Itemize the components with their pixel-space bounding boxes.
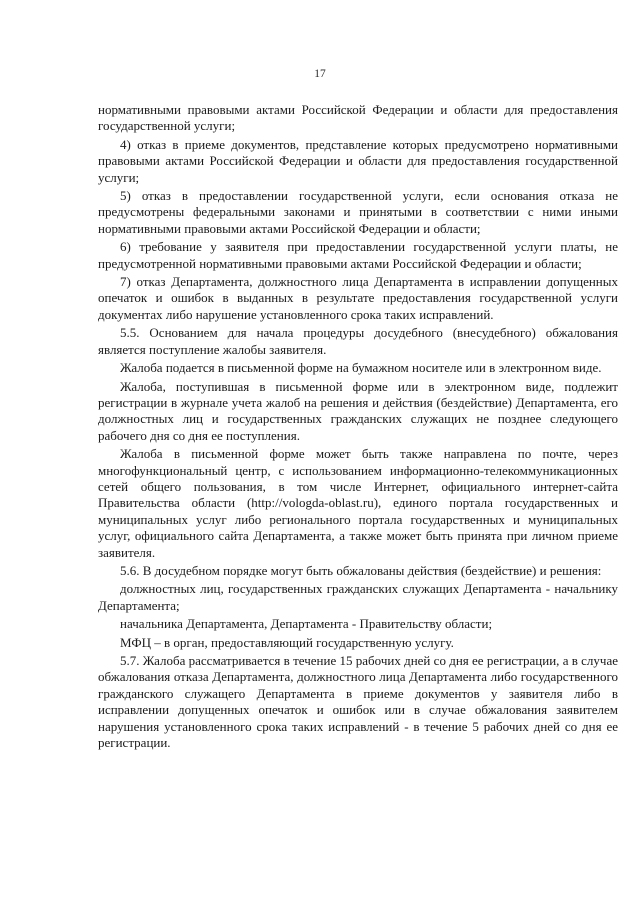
paragraph-3: 5) отказ в предоставлении государственной услуги, если основания отказа не предусмотрены федеральными законами и принятыми в соответствии с ними иными нормативными правовыми актами Российской Федерации и области; [98, 188, 618, 236]
paragraph-12: начальника Департамента, Департамента - Правительству области; [120, 616, 493, 632]
paragraph-1: нормативными правовыми актами Российской Федерации и области для предоставления государственной услуги; [98, 102, 618, 134]
page-number: 17 [314, 68, 326, 80]
paragraph-4: 6) требование у заявителя при предоставлении государственной услуги платы, не предусмотренной нормативными правовыми актами Российской Федерации и области; [98, 239, 618, 271]
paragraph-5: 7) отказ Департамента, должностного лица Департамента в исправлении допущенных опечаток и ошибок в выданных в результате предоставления государственной услуги документах либо нарушение установленного срока таких исправлений. [98, 274, 618, 322]
paragraph-8: Жалоба, поступившая в письменной форме или в электронном виде, подлежит регистрации в журнале учета жалоб на решения и действия (бездействие) Департамента, его должностных лиц и государственных гражданских служащих не позднее следующего рабочего дня со дня ее поступления. [98, 378, 618, 443]
paragraph-6: 5.5. Основанием для начала процедуры досудебного (внесудебного) обжалования является поступление жалобы заявителя. [98, 325, 618, 357]
paragraph-10: 5.6. В досудебном порядке могут быть обжалованы действия (бездействие) и решения: [120, 562, 602, 578]
paragraph-14: 5.7. Жалоба рассматривается в течение 15 рабочих дней со дня ее регистрации, а в случае обжалования отказа Департамента, должностного лица Департамента либо государственного гражданского служащего Департамента в приеме документов у заявителя либо в исправлении допущенных опечаток и ошибок или в случае обжалования заявителем нарушения установленного срока таких исправлений - в течение 5 рабочих дней со дня ее регистрации. [98, 653, 618, 751]
paragraph-13: МФЦ – в орган, предоставляющий государственную услугу. [120, 634, 454, 650]
paragraph-11: должностных лиц, государственных гражданских служащих Департамента - начальнику Департамента; [98, 581, 618, 613]
document-body [98, 102, 618, 751]
paragraph-2: 4) отказ в приеме документов, представление которых предусмотрено нормативными правовыми актами Российской Федерации и области для предоставления государственной услуги; [98, 136, 618, 185]
paragraph-7: Жалоба подается в письменной форме на бумажном носителе или в электронном виде. [120, 360, 602, 376]
paragraph-9: Жалоба в письменной форме может быть также направлена по почте, через многофункциональный центр, с использованием информационно-телекоммуникационных сетей общего пользования, в том числе Интернет, официального интернет-сайта Правительства области (http://vologda-oblast.ru), единого портала государственных и муниципальных услуг либо регионального портала государственных и муниципальных услуг, официального сайта Департамента, а также может быть принята при личном приеме заявителя. [98, 446, 618, 560]
